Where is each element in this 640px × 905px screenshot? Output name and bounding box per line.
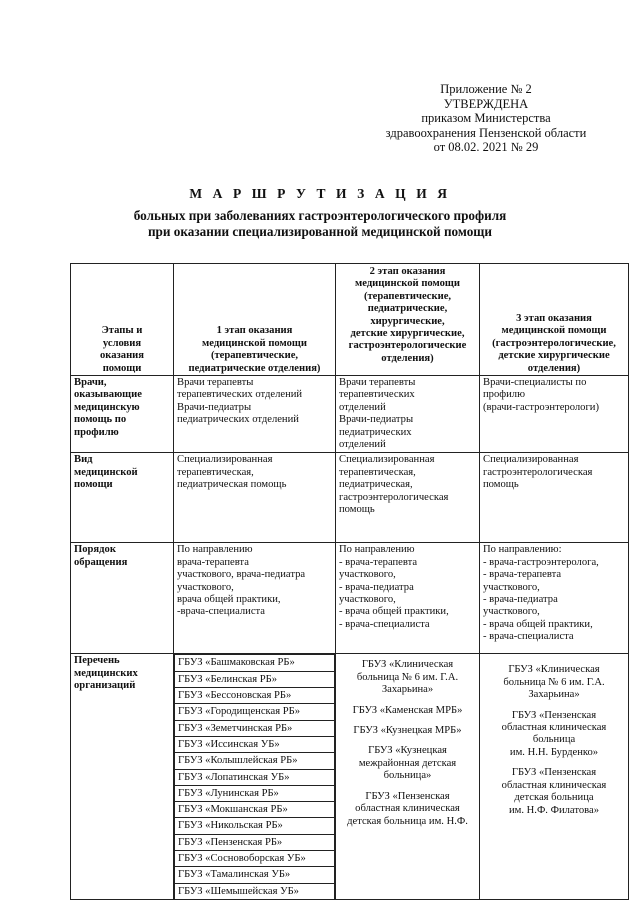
- list-item: [175, 688, 335, 704]
- header-stage-3: [480, 264, 629, 376]
- list-item: [175, 720, 335, 736]
- cell-text-line: терапевтических: [339, 389, 415, 401]
- routing-table: [70, 263, 629, 900]
- header-stages: [71, 264, 174, 376]
- organization-entry: [339, 745, 476, 782]
- organization-name: ГБУЗ «Тамалинская УБ»: [175, 867, 335, 883]
- document-title: М А Р Ш Р У Т И З А Ц И Я: [189, 186, 451, 201]
- cell-text-line: По направлению: [339, 544, 415, 556]
- cell-text-line: 1 этап оказания: [216, 325, 293, 337]
- cell-care-type-stage-2: [336, 453, 480, 543]
- row-label-doctors: [71, 376, 174, 453]
- cell-text-line: Перечень: [74, 655, 120, 667]
- cell-text-line: - врача-гастроэнтеролога,: [483, 556, 599, 568]
- cell-text-line: педиатрические,: [367, 303, 448, 315]
- cell-doctors-stage-3: [480, 376, 629, 453]
- cell-text-line: Специализированная: [177, 454, 273, 466]
- list-item: [175, 704, 335, 720]
- cell-text-line: медицинской помощи: [202, 337, 307, 349]
- cell-text-line: - врача-терапевта: [339, 556, 418, 568]
- cell-text-line: - врача общей практики,: [483, 618, 593, 630]
- cell-text-line: организаций: [74, 680, 136, 692]
- cell-text-line: - врача-педиатра: [483, 594, 558, 606]
- cell-text-line: помощь: [483, 479, 519, 491]
- cell-text-line: детские хирургические,: [350, 328, 465, 340]
- cell-text-line: помощь: [339, 504, 375, 516]
- cell-text-line: профилю: [74, 426, 119, 438]
- document-subtitle-line-1: больных при заболеваниях гастроэнтерологического профиля: [133, 208, 507, 223]
- approval-stamp: [366, 82, 606, 155]
- organization-entry-line: ГБУЗ «Клиническая: [361, 659, 454, 671]
- organization-entry-line: им. Н.Н. Бурденко»: [509, 746, 599, 758]
- cell-text-line: (гастроэнтерологические,: [492, 337, 616, 349]
- cell-text-line: терапевтическая,: [339, 466, 416, 478]
- organization-name: ГБУЗ «Сосновоборская УБ»: [175, 851, 335, 867]
- cell-text-line: - врача-специалиста: [339, 618, 430, 630]
- row-label-care-type: [71, 453, 174, 543]
- cell-text-line: педиатрические отделения): [188, 362, 321, 374]
- cell-organizations-stage-3: [480, 654, 629, 899]
- cell-text-line: детские хирургические: [498, 350, 610, 362]
- organization-entry: [339, 659, 476, 696]
- list-item: [175, 655, 335, 671]
- organization-entry: [483, 710, 625, 760]
- cell-text-line: гастроэнтерологическая: [483, 466, 593, 478]
- cell-text-line: медицинских: [74, 667, 138, 679]
- cell-text-line: Врачи-специалисты по: [483, 377, 587, 388]
- organization-entry-line: больница № 6 им. Г.А.: [356, 671, 459, 683]
- cell-text-line: (терапевтические,: [363, 290, 452, 302]
- cell-organizations-stage-2: [336, 654, 480, 899]
- organization-entry-line: областная клиническая: [501, 779, 607, 791]
- cell-text-line: участкового,: [483, 606, 540, 618]
- organization-entry-line: ГБУЗ «Кузнецкая МРБ»: [353, 725, 462, 737]
- approval-line: от 08.02. 2021 № 29: [433, 140, 539, 155]
- organization-entry-line: областная клиническая: [355, 803, 460, 815]
- organization-entry: [483, 767, 625, 817]
- cell-text-line: педиатрических: [339, 426, 412, 438]
- cell-text-line: участкового,: [177, 581, 234, 593]
- cell-text-line: Врачи-педиатры: [177, 401, 252, 413]
- cell-text-line: (врачи-гастроэнтерологи): [483, 401, 599, 413]
- list-item: [175, 802, 335, 818]
- organization-entry-line: больница»: [383, 770, 432, 782]
- cell-text-line: врача общей практики,: [177, 594, 281, 606]
- cell-text-line: Порядок: [74, 544, 116, 556]
- table-header-row: [71, 264, 629, 376]
- cell-text-line: педиатрическая помощь: [177, 479, 287, 491]
- cell-text-line: медицинскую: [74, 401, 140, 413]
- cell-text-line: терапевтических отделений: [177, 389, 303, 401]
- organization-name: ГБУЗ «Городищенская РБ»: [175, 704, 335, 720]
- cell-referral-stage-3: [480, 543, 629, 654]
- cell-text-line: помощь по: [74, 414, 127, 426]
- cell-text-line: 2 этап оказания: [369, 266, 446, 277]
- organization-name: ГБУЗ «Бессоновская РБ»: [175, 688, 335, 704]
- cell-text-line: педиатрическая,: [339, 479, 413, 491]
- table-row-referral-order: [71, 543, 629, 654]
- organization-name: ГБУЗ «Пензенская РБ»: [175, 834, 335, 850]
- organization-entry-line: Захарьина»: [528, 689, 580, 701]
- organization-name: ГБУЗ «Лопатинская УБ»: [175, 769, 335, 785]
- cell-text-line: участкового, врача-педиатра: [177, 569, 306, 581]
- organization-entry-line: ГБУЗ «Пензенская: [511, 709, 597, 721]
- cell-text-line: - врача общей практики,: [339, 606, 449, 618]
- list-item: [175, 736, 335, 752]
- table-row-doctors: [71, 376, 629, 453]
- organization-name: ГБУЗ «Лунинская РБ»: [175, 785, 335, 801]
- organization-entry-line: ГБУЗ «Пензенская: [511, 767, 597, 779]
- cell-text-line: медицинской помощи: [501, 325, 607, 337]
- cell-text-line: оказания: [99, 350, 145, 362]
- cell-text-line: По направлению: [177, 544, 253, 556]
- organization-name: ГБУЗ «Башмаковская РБ»: [175, 655, 335, 671]
- cell-doctors-stage-2: [336, 376, 480, 453]
- cell-text-line: По направлению:: [483, 544, 562, 556]
- cell-text-line: обращения: [74, 556, 128, 568]
- cell-text-line: участкового,: [339, 569, 396, 581]
- list-item: [175, 867, 335, 883]
- cell-text-line: -врача-специалиста: [177, 606, 265, 618]
- organization-entry-line: детская больница: [514, 792, 594, 804]
- cell-text-line: гастроэнтерологические: [348, 340, 467, 352]
- list-item: [175, 769, 335, 785]
- cell-referral-stage-1: [174, 543, 336, 654]
- list-item: [175, 834, 335, 850]
- organization-entry: [339, 791, 476, 828]
- cell-text-line: Этапы и: [101, 325, 143, 337]
- cell-text-line: медицинской помощи: [355, 278, 460, 290]
- organization-entry: [339, 725, 476, 737]
- cell-text-line: гастроэнтерологическая: [339, 491, 449, 503]
- organization-name: ГБУЗ «Колышлейская РБ»: [175, 753, 335, 769]
- organization-entry: [483, 664, 625, 701]
- cell-care-type-stage-3: [480, 453, 629, 543]
- organization-entry-line: больница № 6 им. Г.А.: [503, 676, 605, 688]
- organization-entry-line: больница: [532, 734, 576, 746]
- table-row-organizations: [71, 654, 629, 899]
- organization-entry: [339, 705, 476, 717]
- cell-referral-stage-2: [336, 543, 480, 654]
- organization-entry-line: детская больница им. Н.Ф.: [347, 815, 468, 827]
- cell-text-line: медицинской: [74, 466, 138, 478]
- cell-text-line: Врачи терапевты: [177, 377, 254, 388]
- organization-entry-line: им. Н.Ф. Филатова»: [508, 804, 600, 816]
- cell-text-line: хирургические,: [370, 315, 445, 327]
- cell-organizations-stage-1: [174, 654, 336, 899]
- row-label-referral-order: [71, 543, 174, 654]
- cell-text-line: Специализированная: [339, 454, 435, 466]
- cell-text-line: - врача-педиатра: [339, 581, 414, 593]
- organization-entry-line: ГБУЗ «Кузнецкая: [368, 745, 447, 757]
- cell-text-line: помощи: [102, 362, 142, 374]
- cell-text-line: - врача-терапевта: [483, 569, 562, 581]
- cell-text-line: помощи: [74, 479, 113, 491]
- cell-text-line: отделений: [339, 401, 386, 413]
- cell-text-line: отделения): [527, 362, 581, 374]
- approval-line: УТВЕРЖДЕНА: [443, 96, 529, 111]
- organization-entry-line: ГБУЗ «Каменская МРБ»: [352, 704, 463, 716]
- organization-list: [174, 654, 335, 898]
- organization-entry-line: ГБУЗ «Клиническая: [508, 664, 600, 676]
- cell-text-line: Вид: [74, 454, 93, 466]
- organization-name: ГБУЗ «Земетчинская РБ»: [175, 720, 335, 736]
- cell-text-line: отделения): [381, 352, 434, 364]
- organization-name: ГБУЗ «Белинская РБ»: [175, 671, 335, 687]
- list-item: [175, 785, 335, 801]
- cell-text-line: участкового,: [483, 581, 540, 593]
- row-label-organizations: [71, 654, 174, 899]
- cell-text-line: условия: [102, 337, 142, 349]
- cell-text-line: 3 этап оказания: [516, 312, 592, 324]
- cell-text-line: участкового,: [339, 594, 396, 606]
- organization-entry-line: Захарьина»: [381, 684, 434, 696]
- cell-text-line: педиатрических отделений: [177, 414, 299, 426]
- cell-doctors-stage-1: [174, 376, 336, 453]
- organization-name: ГБУЗ «Никольская РБ»: [175, 818, 335, 834]
- document-heading: [60, 186, 580, 240]
- organization-name: ГБУЗ «Иссинская УБ»: [175, 736, 335, 752]
- cell-text-line: отделений: [339, 439, 386, 451]
- approval-line: Приложение № 2: [440, 82, 532, 96]
- organization-name: ГБУЗ «Мокшанская РБ»: [175, 802, 335, 818]
- cell-text-line: Специализированная: [483, 454, 579, 466]
- cell-text-line: Врачи,: [74, 377, 107, 388]
- header-stage-1: [174, 264, 336, 376]
- list-item: [175, 851, 335, 867]
- approval-line: здравоохранения Пензенской области: [385, 125, 587, 140]
- approval-line: приказом Министерства: [421, 111, 551, 126]
- organization-entry-line: областная клиническая: [501, 722, 607, 734]
- table-row-care-type: [71, 453, 629, 543]
- organization-entry-line: ГБУЗ «Пензенская: [365, 790, 450, 802]
- list-item: [175, 818, 335, 834]
- cell-text-line: Врачи терапевты: [339, 377, 416, 388]
- cell-text-line: терапевтическая,: [177, 466, 254, 478]
- cell-text-line: - врача-специалиста: [483, 631, 574, 643]
- cell-text-line: Врачи-педиатры: [339, 414, 414, 426]
- organization-entry-line: межрайонная детская: [358, 757, 457, 769]
- cell-text-line: оказывающие: [74, 389, 142, 401]
- list-item: [175, 671, 335, 687]
- document-subtitle-line-2: при оказании специализированной медицинской помощи: [147, 224, 493, 239]
- list-item: [175, 753, 335, 769]
- cell-text-line: профилю: [483, 389, 525, 401]
- list-item: [175, 883, 335, 899]
- organization-name: ГБУЗ «Шемышейская УБ»: [175, 883, 335, 899]
- cell-care-type-stage-1: [174, 453, 336, 543]
- cell-text-line: (терапевтические,: [210, 350, 299, 362]
- cell-text-line: врача-терапевта: [177, 556, 249, 568]
- header-stage-2: [336, 264, 480, 376]
